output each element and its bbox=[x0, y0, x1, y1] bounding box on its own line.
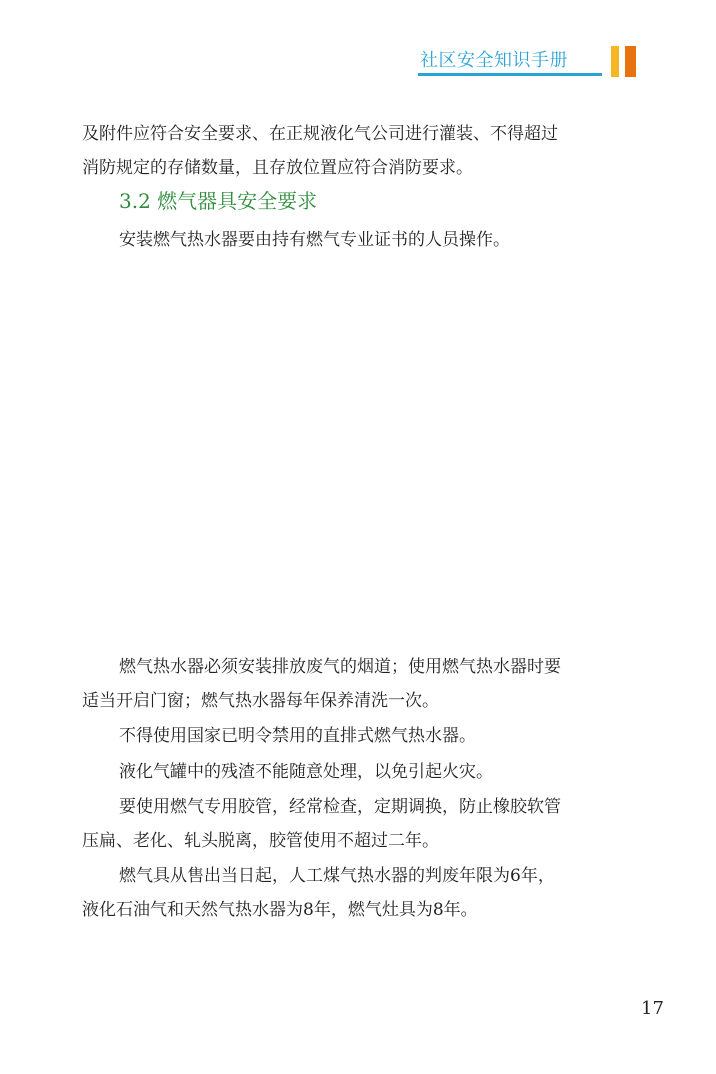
paragraph-service-life-line-2: 液化石油气和天然气热水器为8年，燃气灶具为8年。 bbox=[82, 900, 478, 920]
page-number: 17 bbox=[641, 998, 664, 1019]
installation-paragraph bbox=[82, 223, 642, 257]
paragraph-hose-line-2: 压扁、老化、轧头脱离，胶管使用不超过二年。 bbox=[82, 831, 439, 851]
intro-line-2: 消防规定的存储数量，且存放位置应符合消防要求。 bbox=[82, 158, 473, 178]
paragraph-hose-line-1: 要使用燃气专用胶管，经常检查，定期调换，防止橡胶软管 bbox=[119, 797, 561, 817]
paragraph-residue-line: 液化气罐中的残渣不能随意处理，以免引起火灾。 bbox=[119, 762, 493, 782]
paragraph-residue bbox=[82, 755, 642, 789]
installation-line: 安装燃气热水器要由持有燃气专业证书的人员操作。 bbox=[119, 230, 510, 250]
section-heading: 3.2 燃气器具安全要求 bbox=[119, 189, 318, 213]
paragraph-flue bbox=[82, 650, 642, 718]
paragraph-banned-heaters-line: 不得使用国家已明令禁用的直排式燃气热水器。 bbox=[119, 726, 476, 746]
paragraph-service-life bbox=[82, 859, 642, 927]
illustration-area bbox=[82, 268, 638, 638]
header-accent-bar-orange bbox=[625, 46, 636, 77]
header-accent-bar-yellow bbox=[611, 46, 619, 77]
intro-paragraph bbox=[82, 117, 642, 185]
running-header-title: 社区安全知识手册 bbox=[420, 50, 568, 71]
paragraph-flue-line-1: 燃气热水器必须安装排放废气的烟道；使用燃气热水器时要 bbox=[119, 657, 561, 677]
paragraph-banned-heaters bbox=[82, 719, 642, 753]
paragraph-flue-line-2: 适当开启门窗；燃气热水器每年保养清洗一次。 bbox=[82, 691, 439, 711]
paragraph-service-life-line-1: 燃气具从售出当日起，人工煤气热水器的判废年限为6年， bbox=[119, 866, 555, 886]
header-underline bbox=[418, 73, 602, 76]
intro-line-1: 及附件应符合安全要求、在正规液化气公司进行灌装、不得超过 bbox=[82, 124, 558, 144]
paragraph-hose bbox=[82, 790, 642, 858]
